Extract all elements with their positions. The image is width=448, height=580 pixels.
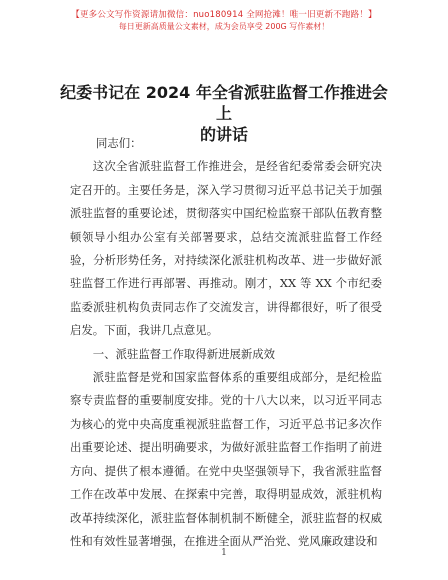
promo-banner-line2: 每日更新高质量公文素材，成为会员享受 200G 写作素材！	[118, 22, 330, 31]
document-title-line1: 纪委书记在 2024 年全省派驻监督工作推进会上	[60, 83, 388, 123]
document-title-line2: 的讲话	[199, 125, 248, 144]
page-number: 1	[221, 548, 227, 558]
section-heading: 一、派驻监督工作取得新进展新成效	[92, 346, 276, 361]
promo-banner	[0, 9, 448, 33]
promo-banner-line1: 【更多公文写作资源请加微信：nuo180914 全网抢滩！唯一旧更新不跑路！】	[71, 10, 377, 20]
greeting: 同志们：	[96, 136, 142, 150]
document-body	[70, 132, 382, 553]
section-paragraph: 派驻监督是党和国家监督体系的重要组成部分，是纪检监察专责监督的重要制度安排。党的十八大以来，以习近平同志为核心的党中央高度重视派驻监督工作，习近平总书记多次作出重要论述、提出明确要求，为做好派驻监督工作指明了前进方向、提供了根本遵循。在党中央坚强领导下，我省派驻监督工作在改革中发展、在探索中完善，取得明显成效，派驻机构改革持续深化，派驻监督体制机制不断健全，派驻监督的权威性和有效性显著增强，在推进全面从严治党、党风廉政建设和	[70, 370, 382, 548]
opening-paragraph: 这次全省派驻监督工作推进会，是经省纪委常委会研究决定召开的。主要任务是，深入学习贯彻习近平总书记关于加强派驻监督的重要论述，贯彻落实中国纪检监察干部队伍教育整顿领导小组办公室有关部署要求，总结交流派驻监督工作经验，分析形势任务，对持续深化派驻机构改革、进一步做好派驻监督工作进行再部署、再推动。刚才，XX 等 XX 个市纪委监委派驻机构负责同志作了交流发言，讲得都很好，听了很受启发。下面，我讲几点意见。	[70, 159, 382, 338]
